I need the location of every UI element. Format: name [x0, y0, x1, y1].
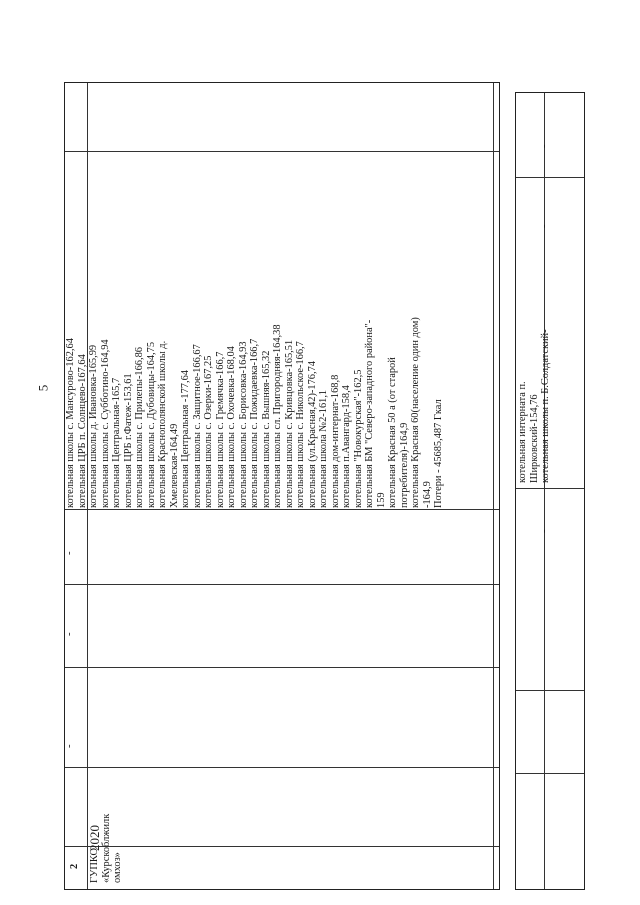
boiler-line: котельная школы с. Озерки-167,25 — [203, 355, 214, 508]
boiler-line: котельная школа №2-161,1 — [318, 389, 329, 508]
boiler-line: котельная (ул.Красная,42)-176,74 — [306, 361, 318, 508]
boiler-line: котельная школы с. Гремячка-166,7 — [214, 351, 226, 508]
boiler-line: котельная школы с. Охочевка-168,04 — [226, 346, 237, 508]
table-divider — [516, 177, 584, 178]
boiler-line: котельная школы п. Б.Солдатский- — [540, 329, 551, 483]
boiler-line: котельная "Новокурская"-162,5 — [352, 369, 364, 508]
boiler-line: котельная школы с. Кривцовка-165,51 — [283, 339, 295, 508]
boiler-losses-table — [64, 82, 500, 890]
table-divider — [65, 584, 499, 585]
continuation-table — [515, 92, 585, 890]
table-divider — [516, 690, 584, 691]
table-divider — [493, 83, 494, 889]
boiler-list — [65, 317, 445, 508]
table-divider — [516, 488, 584, 489]
boiler-line: котельная Центральная-165,7 — [111, 377, 122, 508]
boiler-line: котельная школы с. Вышняя-165,32 — [260, 350, 272, 508]
boiler-line: котельная школы сл. Пригородняя-164,38 — [272, 324, 283, 508]
empty-dash: - — [63, 632, 75, 636]
row-number: 2 — [69, 863, 80, 869]
boiler-line: котельная Красная 60(население один дом) — [410, 317, 421, 508]
organization-line: ГУПКО — [89, 847, 100, 883]
boiler-line: котельная п.Авангард-158,4 — [341, 385, 352, 508]
boiler-line: котельная школы с. Мансурово-162,64 — [65, 338, 76, 508]
table-divider — [65, 667, 499, 668]
boiler-line: Потери - 45685,487 Гкал — [433, 399, 444, 508]
boiler-line: котельная школы с. Защитное-166,67 — [191, 344, 203, 508]
page-number: 5 — [35, 384, 51, 392]
boiler-line: котельная школы д. Ивановка-165,99 — [88, 344, 99, 508]
boiler-line: Ширковский-154,76 — [528, 394, 540, 483]
boiler-line: котельная школы с. Дубовицы-164,75 — [145, 341, 157, 508]
boiler-line: котельная Центральная -177,64 — [180, 370, 191, 508]
organization-line: омхоз» — [112, 852, 123, 883]
boiler-line: потребителя)-164,9 — [398, 422, 410, 508]
boiler-line: котельная школы с. Прилепы-166,86 — [134, 347, 145, 508]
boiler-line: котельная БМ "Северо-западного района"- — [364, 319, 375, 508]
boiler-line: котельная Красная 50 а (от старой — [387, 357, 398, 508]
empty-dash: - — [538, 529, 550, 533]
table-divider — [65, 151, 499, 152]
empty-dash: - — [538, 144, 550, 148]
boiler-line: Хмелевская-164,49 — [168, 423, 180, 508]
boiler-line: котельная ЦРБ г.Фатеж-153,61 — [122, 373, 134, 508]
year-cell: 2020 — [87, 825, 102, 851]
boiler-line: котельная школы с. Борисовка-164,93 — [237, 341, 249, 508]
boiler-line: котельная интерната п. — [517, 381, 528, 483]
boiler-line: котельная ЦРБ п. Солнцево-167,64 — [76, 354, 88, 508]
continuation-boiler-list — [517, 329, 552, 483]
table-divider — [65, 846, 499, 847]
table-divider — [516, 773, 584, 774]
empty-dash: - — [63, 551, 75, 555]
boiler-line: 159 — [375, 492, 387, 508]
empty-dash: - — [538, 224, 550, 228]
organization-line: «Курскоблжилк — [100, 813, 112, 883]
boiler-line: котельная школы с. Пожидаевка-166,7 — [249, 338, 260, 508]
table-divider — [65, 767, 499, 768]
boiler-line: -164,9 — [421, 481, 433, 508]
table-divider — [544, 93, 545, 889]
boiler-line: котельная Краснополянской школы д. — [157, 340, 168, 508]
boiler-line: котельная дом-интернат-168,8 — [329, 374, 341, 508]
empty-dash: - — [63, 744, 75, 748]
table-divider — [65, 509, 499, 510]
boiler-line: котельная школы с. Субботино-164,94 — [99, 339, 111, 508]
boiler-line: котельная школы с. Никольское-166,7 — [295, 341, 306, 508]
